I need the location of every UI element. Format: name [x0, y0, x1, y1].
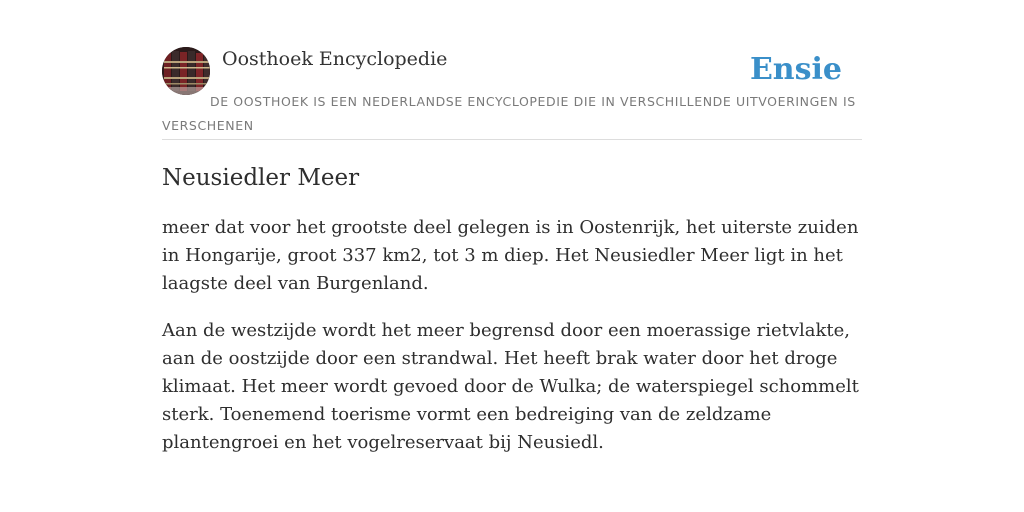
article-title: Neusiedler Meer: [162, 165, 360, 191]
article-paragraph: Aan de westzijde wordt het meer begrensd door een moerassige rietvlakte, aan de oostzijde door een strandwal. Het heeft brak water door het droge klimaat. Het meer wordt gevoed door de Wulka; de waterspiegel schommelt sterk. Toenemend toerisme vormt een bedreiging van de zeldzame plantengroei en het vogelreservaat bij Neusiedl.: [162, 320, 859, 453]
article-paragraph: meer dat voor het grootste deel gelegen is in Oostenrijk, het uiterste zuiden in Hongarije, groot 337 km2, tot 3 m diep. Het Neusiedler Meer ligt in het laagste deel van Burgenland.: [162, 217, 859, 294]
page-container: [162, 46, 862, 457]
site-header: [162, 46, 862, 140]
encyclopedia-books-icon[interactable]: [162, 47, 210, 95]
ensie-logo-link[interactable]: Ensie: [749, 52, 842, 87]
site-name[interactable]: Oosthoek Encyclopedie: [222, 48, 448, 70]
site-tagline: DE OOSTHOEK IS EEN NEDERLANDSE ENCYCLOPEDIE DIE IN VERSCHILLENDE UITVOERINGEN IS VERSCHENEN: [162, 94, 856, 133]
